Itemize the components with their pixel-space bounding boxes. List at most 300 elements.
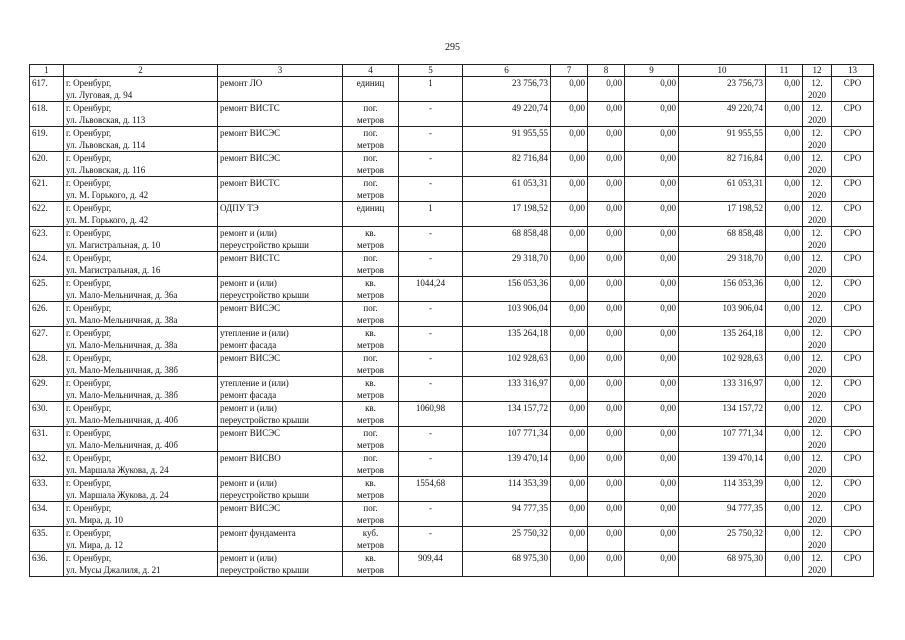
table-row bbox=[30, 502, 874, 527]
table-cell bbox=[832, 277, 874, 302]
table-cell bbox=[588, 477, 625, 502]
table-cell bbox=[766, 202, 803, 227]
work-type: ремонт и (или) bbox=[220, 228, 277, 238]
local-amount: 0,00 bbox=[660, 553, 676, 563]
local-amount: 0,00 bbox=[660, 153, 676, 163]
table-body bbox=[30, 77, 874, 577]
address-city: г. Оренбург, bbox=[66, 353, 112, 363]
row-number: 630. bbox=[32, 403, 48, 413]
other-funds: 0,00 bbox=[784, 428, 800, 438]
table-cell bbox=[679, 377, 766, 402]
contractor-method: СРО bbox=[843, 203, 862, 213]
other-funds: 0,00 bbox=[784, 153, 800, 163]
address-street: ул. Львовская, д. 113 bbox=[66, 115, 146, 125]
address-city: г. Оренбург, bbox=[66, 403, 112, 413]
address-city: г. Оренбург, bbox=[66, 78, 112, 88]
unit: пог. bbox=[363, 353, 378, 363]
table-cell bbox=[30, 177, 64, 202]
table-cell bbox=[343, 177, 399, 202]
completion-month: 12. bbox=[811, 353, 823, 363]
table-cell bbox=[64, 102, 218, 127]
work-type: ремонт и (или) bbox=[220, 478, 277, 488]
table-cell bbox=[679, 227, 766, 252]
work-type: ремонт ВИСЭС bbox=[220, 153, 281, 163]
address-street: ул. Львовская, д. 114 bbox=[66, 140, 146, 150]
completion-year: 2020 bbox=[808, 165, 826, 175]
completion-year: 2020 bbox=[808, 265, 826, 275]
completion-month: 12. bbox=[811, 453, 823, 463]
column-header: 11 bbox=[766, 65, 803, 77]
completion-month: 12. bbox=[811, 78, 823, 88]
table-cell bbox=[218, 127, 343, 152]
owner-funds: 135 264,18 bbox=[722, 328, 763, 338]
budget-amount: 0,00 bbox=[606, 303, 622, 313]
table-cell bbox=[30, 502, 64, 527]
table-cell bbox=[625, 427, 679, 452]
local-amount: 0,00 bbox=[660, 378, 676, 388]
completion-month: 12. bbox=[811, 178, 823, 188]
table-cell bbox=[343, 377, 399, 402]
table-cell bbox=[766, 227, 803, 252]
completion-year: 2020 bbox=[808, 565, 826, 575]
owner-funds: 49 220,74 bbox=[727, 103, 763, 113]
table-cell bbox=[803, 452, 832, 477]
other-funds: 0,00 bbox=[784, 328, 800, 338]
column-header: 10 bbox=[679, 65, 766, 77]
completion-year: 2020 bbox=[808, 215, 826, 225]
table-row bbox=[30, 402, 874, 427]
table-cell bbox=[803, 552, 832, 577]
table-cell bbox=[463, 527, 551, 552]
table-cell bbox=[399, 177, 463, 202]
quantity: - bbox=[429, 328, 432, 338]
address-street: ул. Мусы Джалиля, д. 21 bbox=[66, 565, 161, 575]
work-type: ремонт ВИСВО bbox=[220, 453, 281, 463]
table-cell bbox=[551, 352, 588, 377]
table-cell bbox=[218, 502, 343, 527]
table-cell bbox=[803, 227, 832, 252]
work-type: ремонт ВИСТС bbox=[220, 103, 280, 113]
table-cell bbox=[832, 377, 874, 402]
other-funds: 0,00 bbox=[784, 478, 800, 488]
completion-year: 2020 bbox=[808, 440, 826, 450]
budget-amount: 0,00 bbox=[606, 153, 622, 163]
contractor-method: СРО bbox=[843, 378, 862, 388]
budget-amount: 0,00 bbox=[606, 503, 622, 513]
table-cell bbox=[64, 127, 218, 152]
table-cell bbox=[766, 127, 803, 152]
other-funds: 0,00 bbox=[784, 278, 800, 288]
unit: кв. bbox=[365, 278, 376, 288]
table-cell bbox=[64, 202, 218, 227]
table-cell bbox=[625, 402, 679, 427]
row-number: 629. bbox=[32, 378, 48, 388]
contractor-method: СРО bbox=[843, 78, 862, 88]
completion-year: 2020 bbox=[808, 340, 826, 350]
table-cell bbox=[343, 552, 399, 577]
table-cell bbox=[832, 477, 874, 502]
row-number: 625. bbox=[32, 278, 48, 288]
table-cell bbox=[803, 402, 832, 427]
quantity: - bbox=[429, 428, 432, 438]
completion-year: 2020 bbox=[808, 515, 826, 525]
address-street: ул. Мало-Мельничная, д. 38а bbox=[66, 315, 178, 325]
table-cell bbox=[551, 377, 588, 402]
completion-month: 12. bbox=[811, 428, 823, 438]
unit-cont: метров bbox=[357, 515, 384, 525]
completion-month: 12. bbox=[811, 553, 823, 563]
completion-month: 12. bbox=[811, 128, 823, 138]
table-row bbox=[30, 252, 874, 277]
contractor-method: СРО bbox=[843, 403, 862, 413]
table-cell bbox=[588, 152, 625, 177]
table-cell bbox=[803, 377, 832, 402]
unit: единиц bbox=[356, 78, 385, 88]
table-cell bbox=[30, 302, 64, 327]
unit-cont: метров bbox=[357, 390, 384, 400]
other-funds: 0,00 bbox=[784, 78, 800, 88]
table-cell bbox=[399, 477, 463, 502]
row-number: 635. bbox=[32, 528, 48, 538]
address-street: ул. Луговая, д. 94 bbox=[66, 90, 133, 100]
table-cell bbox=[551, 452, 588, 477]
budget-amount: 0,00 bbox=[606, 253, 622, 263]
table-cell bbox=[343, 152, 399, 177]
other-funds: 0,00 bbox=[784, 253, 800, 263]
row-number: 631. bbox=[32, 428, 48, 438]
unit: кв. bbox=[365, 403, 376, 413]
table-cell bbox=[343, 227, 399, 252]
total-cost: 68 858,48 bbox=[512, 228, 548, 238]
table-cell bbox=[218, 352, 343, 377]
table-cell bbox=[625, 202, 679, 227]
table-cell bbox=[803, 327, 832, 352]
table-cell bbox=[625, 352, 679, 377]
table-cell bbox=[679, 427, 766, 452]
contractor-method: СРО bbox=[843, 453, 862, 463]
table-cell bbox=[463, 402, 551, 427]
row-number: 627. bbox=[32, 328, 48, 338]
owner-funds: 68 975,30 bbox=[727, 553, 763, 563]
table-cell bbox=[625, 377, 679, 402]
table-cell bbox=[803, 177, 832, 202]
quantity: 1 bbox=[428, 78, 433, 88]
fund-amount: 0,00 bbox=[569, 553, 585, 563]
local-amount: 0,00 bbox=[660, 128, 676, 138]
budget-amount: 0,00 bbox=[606, 453, 622, 463]
work-type: ремонт и (или) bbox=[220, 278, 277, 288]
completion-month: 12. bbox=[811, 328, 823, 338]
budget-amount: 0,00 bbox=[606, 403, 622, 413]
address-city: г. Оренбург, bbox=[66, 528, 112, 538]
table-cell bbox=[588, 452, 625, 477]
owner-funds: 139 470,14 bbox=[722, 453, 763, 463]
table-cell bbox=[551, 152, 588, 177]
column-header: 12 bbox=[803, 65, 832, 77]
completion-year: 2020 bbox=[808, 140, 826, 150]
completion-year: 2020 bbox=[808, 240, 826, 250]
unit: пог. bbox=[363, 178, 378, 188]
address-city: г. Оренбург, bbox=[66, 178, 112, 188]
work-type-cont: переустройство крыши bbox=[220, 565, 309, 575]
table-cell bbox=[218, 277, 343, 302]
row-number: 618. bbox=[32, 103, 48, 113]
table-cell bbox=[343, 102, 399, 127]
table-cell bbox=[832, 102, 874, 127]
table-row bbox=[30, 377, 874, 402]
budget-amount: 0,00 bbox=[606, 128, 622, 138]
owner-funds: 61 053,31 bbox=[727, 178, 763, 188]
total-cost: 156 053,36 bbox=[507, 278, 548, 288]
table-cell bbox=[625, 227, 679, 252]
owner-funds: 134 157,72 bbox=[722, 403, 763, 413]
table-row bbox=[30, 327, 874, 352]
table-cell bbox=[766, 427, 803, 452]
table-cell bbox=[832, 427, 874, 452]
table-cell bbox=[218, 402, 343, 427]
table-cell bbox=[30, 277, 64, 302]
budget-amount: 0,00 bbox=[606, 478, 622, 488]
table-cell bbox=[30, 252, 64, 277]
table-cell bbox=[625, 127, 679, 152]
table-cell bbox=[30, 202, 64, 227]
quantity: 1 bbox=[428, 203, 433, 213]
table-cell bbox=[832, 152, 874, 177]
table-cell bbox=[832, 252, 874, 277]
quantity: - bbox=[429, 128, 432, 138]
completion-year: 2020 bbox=[808, 540, 826, 550]
row-number: 626. bbox=[32, 303, 48, 313]
table-cell bbox=[64, 477, 218, 502]
completion-year: 2020 bbox=[808, 290, 826, 300]
table-cell bbox=[588, 202, 625, 227]
other-funds: 0,00 bbox=[784, 353, 800, 363]
address-street: ул. Мало-Мельничная, д. 40б bbox=[66, 440, 178, 450]
owner-funds: 102 928,63 bbox=[722, 353, 763, 363]
completion-month: 12. bbox=[811, 253, 823, 263]
completion-month: 12. bbox=[811, 478, 823, 488]
total-cost: 82 716,84 bbox=[512, 153, 548, 163]
local-amount: 0,00 bbox=[660, 203, 676, 213]
total-cost: 102 928,63 bbox=[507, 353, 548, 363]
table-cell bbox=[766, 102, 803, 127]
work-type-cont: ремонт фасада bbox=[220, 340, 277, 350]
unit-cont: метров bbox=[357, 190, 384, 200]
address-city: г. Оренбург, bbox=[66, 453, 112, 463]
quantity: - bbox=[429, 503, 432, 513]
table-cell bbox=[463, 427, 551, 452]
local-amount: 0,00 bbox=[660, 228, 676, 238]
work-type: ремонт фундамента bbox=[220, 528, 296, 538]
table-cell bbox=[803, 252, 832, 277]
contractor-method: СРО bbox=[843, 478, 862, 488]
table-cell bbox=[343, 477, 399, 502]
contractor-method: СРО bbox=[843, 528, 862, 538]
contractor-method: СРО bbox=[843, 103, 862, 113]
table-cell bbox=[399, 202, 463, 227]
table-cell bbox=[832, 402, 874, 427]
contractor-method: СРО bbox=[843, 178, 862, 188]
table-cell bbox=[625, 177, 679, 202]
table-cell bbox=[679, 302, 766, 327]
fund-amount: 0,00 bbox=[569, 528, 585, 538]
local-amount: 0,00 bbox=[660, 453, 676, 463]
table-cell bbox=[463, 452, 551, 477]
owner-funds: 94 777,35 bbox=[727, 503, 763, 513]
address-street: ул. Мало-Мельничная, д. 36а bbox=[66, 290, 178, 300]
table-cell bbox=[588, 402, 625, 427]
row-number: 620. bbox=[32, 153, 48, 163]
fund-amount: 0,00 bbox=[569, 353, 585, 363]
unit-cont: метров bbox=[357, 415, 384, 425]
other-funds: 0,00 bbox=[784, 178, 800, 188]
table-cell bbox=[766, 552, 803, 577]
table-cell bbox=[766, 502, 803, 527]
table-cell bbox=[463, 177, 551, 202]
table-cell bbox=[551, 402, 588, 427]
registry-table bbox=[29, 64, 874, 577]
total-cost: 23 756,73 bbox=[512, 78, 548, 88]
unit: кв. bbox=[365, 328, 376, 338]
table-cell bbox=[399, 152, 463, 177]
table-cell bbox=[766, 302, 803, 327]
table-cell bbox=[803, 277, 832, 302]
completion-month: 12. bbox=[811, 378, 823, 388]
table-cell bbox=[832, 352, 874, 377]
table-cell bbox=[551, 477, 588, 502]
table-cell bbox=[625, 252, 679, 277]
address-street: ул. Маршала Жукова, д. 24 bbox=[66, 465, 169, 475]
local-amount: 0,00 bbox=[660, 503, 676, 513]
fund-amount: 0,00 bbox=[569, 378, 585, 388]
fund-amount: 0,00 bbox=[569, 178, 585, 188]
table-cell bbox=[803, 102, 832, 127]
address-street: ул. Мира, д. 12 bbox=[66, 540, 123, 550]
budget-amount: 0,00 bbox=[606, 378, 622, 388]
completion-year: 2020 bbox=[808, 390, 826, 400]
row-number: 619. bbox=[32, 128, 48, 138]
table-cell bbox=[218, 302, 343, 327]
table-cell bbox=[218, 527, 343, 552]
table-cell bbox=[399, 102, 463, 127]
table-cell bbox=[625, 552, 679, 577]
table-cell bbox=[803, 427, 832, 452]
table-cell bbox=[218, 102, 343, 127]
table-cell bbox=[463, 77, 551, 102]
table-cell bbox=[218, 202, 343, 227]
table-row bbox=[30, 527, 874, 552]
total-cost: 133 316,97 bbox=[507, 378, 548, 388]
table-cell bbox=[64, 77, 218, 102]
unit: пог. bbox=[363, 103, 378, 113]
address-city: г. Оренбург, bbox=[66, 128, 112, 138]
table-cell bbox=[588, 327, 625, 352]
unit: кв. bbox=[365, 228, 376, 238]
address-street: ул. М. Горького, д. 42 bbox=[66, 190, 149, 200]
table-cell bbox=[588, 102, 625, 127]
owner-funds: 114 353,39 bbox=[722, 478, 763, 488]
unit-cont: метров bbox=[357, 340, 384, 350]
budget-amount: 0,00 bbox=[606, 203, 622, 213]
fund-amount: 0,00 bbox=[569, 153, 585, 163]
completion-month: 12. bbox=[811, 303, 823, 313]
unit-cont: метров bbox=[357, 440, 384, 450]
table-cell bbox=[625, 502, 679, 527]
total-cost: 91 955,55 bbox=[512, 128, 548, 138]
table-cell bbox=[399, 277, 463, 302]
table-cell bbox=[399, 127, 463, 152]
table-cell bbox=[766, 77, 803, 102]
total-cost: 114 353,39 bbox=[507, 478, 548, 488]
table-cell bbox=[832, 127, 874, 152]
table-cell bbox=[218, 227, 343, 252]
unit-cont: метров bbox=[357, 115, 384, 125]
table-cell bbox=[679, 252, 766, 277]
completion-month: 12. bbox=[811, 403, 823, 413]
fund-amount: 0,00 bbox=[569, 203, 585, 213]
table-cell bbox=[832, 327, 874, 352]
work-type: ремонт ВИСЭС bbox=[220, 428, 281, 438]
address-city: г. Оренбург, bbox=[66, 278, 112, 288]
table-cell bbox=[551, 502, 588, 527]
fund-amount: 0,00 bbox=[569, 278, 585, 288]
total-cost: 134 157,72 bbox=[507, 403, 548, 413]
table-cell bbox=[343, 202, 399, 227]
table-cell bbox=[803, 527, 832, 552]
quantity: - bbox=[429, 178, 432, 188]
address-city: г. Оренбург, bbox=[66, 228, 112, 238]
table-cell bbox=[588, 252, 625, 277]
budget-amount: 0,00 bbox=[606, 428, 622, 438]
unit-cont: метров bbox=[357, 490, 384, 500]
total-cost: 107 771,34 bbox=[507, 428, 548, 438]
table-cell bbox=[463, 227, 551, 252]
row-number: 622. bbox=[32, 203, 48, 213]
table-cell bbox=[551, 177, 588, 202]
table-cell bbox=[399, 377, 463, 402]
work-type: утепление и (или) bbox=[220, 378, 289, 388]
owner-funds: 25 750,32 bbox=[727, 528, 763, 538]
table-cell bbox=[30, 527, 64, 552]
table-cell bbox=[399, 252, 463, 277]
table-cell bbox=[679, 102, 766, 127]
table-cell bbox=[64, 152, 218, 177]
address-city: г. Оренбург, bbox=[66, 378, 112, 388]
local-amount: 0,00 bbox=[660, 428, 676, 438]
column-header: 1 bbox=[30, 65, 64, 77]
table-cell bbox=[343, 402, 399, 427]
address-city: г. Оренбург, bbox=[66, 203, 112, 213]
quantity: 1554,68 bbox=[415, 478, 446, 488]
table-cell bbox=[399, 527, 463, 552]
table-cell bbox=[588, 227, 625, 252]
table-cell bbox=[218, 152, 343, 177]
budget-amount: 0,00 bbox=[606, 228, 622, 238]
table-row bbox=[30, 227, 874, 252]
total-cost: 29 318,70 bbox=[512, 253, 548, 263]
column-header: 4 bbox=[343, 65, 399, 77]
table-cell bbox=[588, 552, 625, 577]
row-number: 632. bbox=[32, 453, 48, 463]
row-number: 634. bbox=[32, 503, 48, 513]
table-cell bbox=[343, 452, 399, 477]
unit: кв. bbox=[365, 478, 376, 488]
contractor-method: СРО bbox=[843, 353, 862, 363]
table-cell bbox=[218, 477, 343, 502]
table-cell bbox=[399, 352, 463, 377]
table-cell bbox=[766, 452, 803, 477]
address-city: г. Оренбург, bbox=[66, 103, 112, 113]
